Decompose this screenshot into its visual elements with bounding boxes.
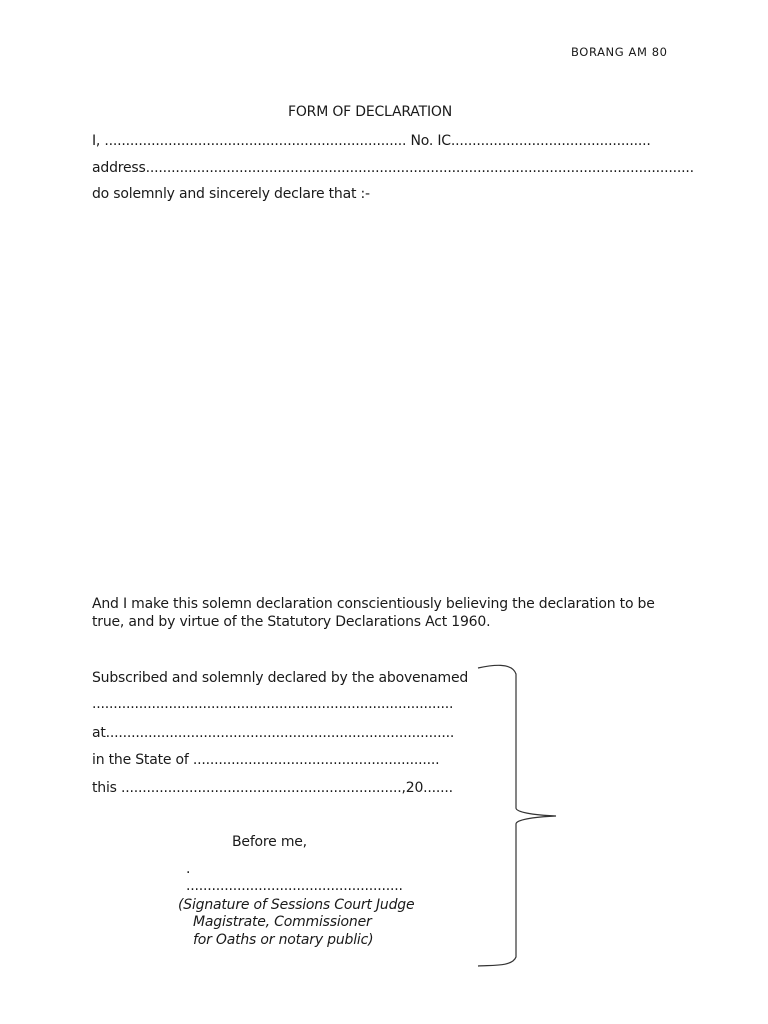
signature-dots: ................................................... (186, 878, 403, 894)
declaration-paragraph-line-2: true, and by virtue of the Statutory Declarations Act 1960. (92, 614, 491, 630)
date-line: this ..................................................................,20....... (92, 780, 453, 796)
abovenamed-dots: ..................................................................................... (92, 696, 454, 712)
signature-caption-line-1: (Signature of Sessions Court Judge (178, 897, 415, 913)
at-line: at.................................................................................. (92, 725, 455, 741)
form-title: FORM OF DECLARATION (288, 104, 452, 120)
before-me-label: Before me, (232, 834, 307, 850)
signature-dot: . (186, 861, 191, 877)
state-line: in the State of .......................................................... (92, 752, 440, 768)
address-line: address................................................................................................................................. (92, 160, 694, 176)
name-ic-line: I, ....................................................................... No. IC............................................... (92, 133, 651, 149)
declaration-paragraph-line-1: And I make this solemn declaration conscientiously believing the declaration to be (92, 596, 655, 612)
signature-caption-line-3: for Oaths or notary public) (193, 932, 374, 948)
declare-line: do solemnly and sincerely declare that :- (92, 186, 370, 202)
subscribed-line: Subscribed and solemnly declared by the abovenamed (92, 670, 469, 686)
signature-caption-line-2: Magistrate, Commissioner (193, 914, 372, 930)
form-code: BORANG AM 80 (571, 45, 668, 59)
